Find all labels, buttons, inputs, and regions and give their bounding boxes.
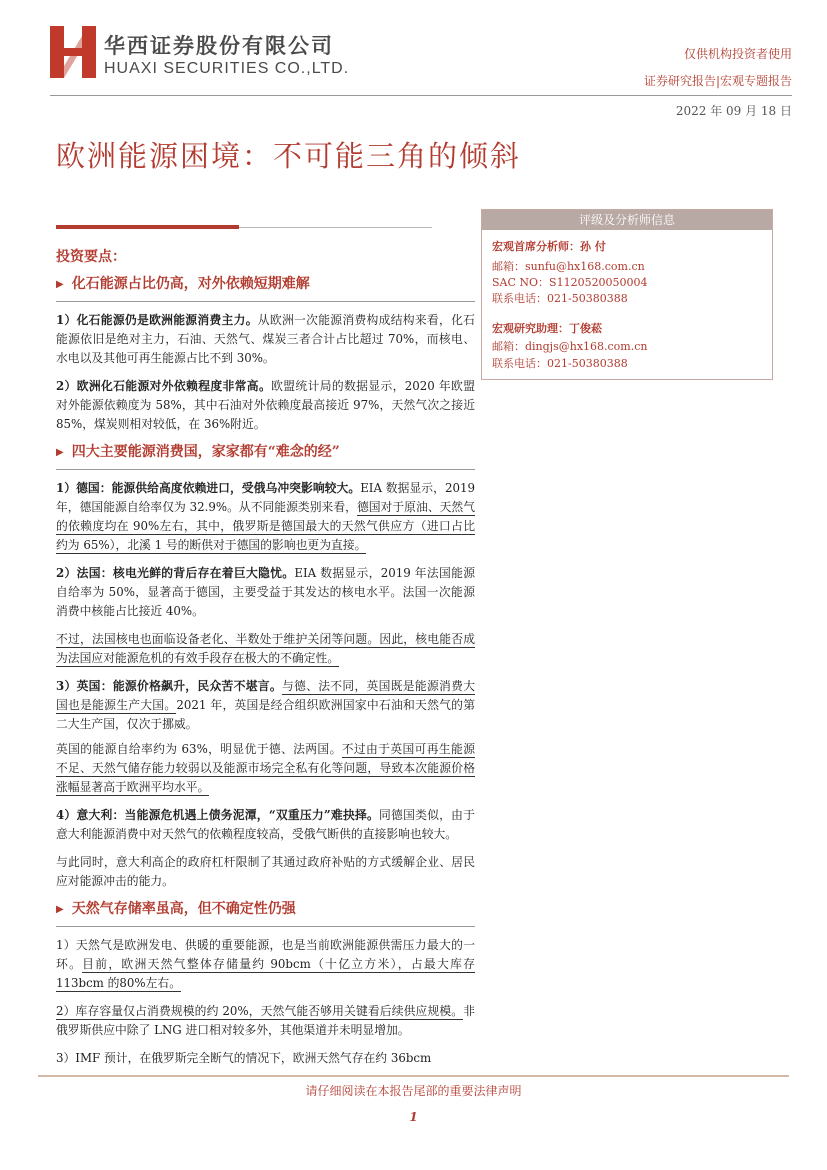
lead-sentence: 4）意大利：当能源危机遇上债务泥潭，“双重压力”难抉择。 [56,808,380,822]
lead-sentence: 1）化石能源仍是欧洲能源消费主力。 [56,313,258,327]
section-heading [56,275,475,294]
body-text: EIA 数据显示，2019 年，德国能源自给率仅为 32.9%。从不同能源类别来看， [56,481,475,514]
huaxi-logo-icon [50,26,96,78]
paragraph [56,677,475,734]
body-text: 2021 年，英国是经合组织欧洲国家中石油和天然气的第二大生产国，仅次于挪威。 [56,698,475,731]
lead-sentence: 1）德国：能源供给高度依赖进口，受俄乌冲突影响较大。 [56,481,361,495]
company-name-en: HUAXI SECURITIES CO.,LTD. [104,60,350,77]
chief-analyst-sac: SAC NO：S1120520050004 [492,276,648,289]
body-text: 同德国类似，由于意大利能源消费中对天然气的依赖程度较高，受俄气断供的直接影响也较大。 [56,808,475,841]
triangle-bullet-icon: ▶ [56,904,64,915]
paragraph [56,311,475,368]
underlined-text: 与德、法不同，英国既是能源消费大国也是能源生产大国。 [56,679,475,712]
body-text: EIA 数据显示，2019 年法国能源自给率为 50%，显著高于德国，主要受益于其发达的核电水平。法国一次能源消费中核能占比接近 40%。 [56,566,475,618]
section-heading [56,443,475,462]
research-assistant [492,320,602,336]
section-heading [56,900,475,919]
paragraph [56,1002,475,1040]
assistant-phone: 联系电话：021-50380388 [492,357,628,370]
body-text: 从欧洲一次能源消费构成结构来看，化石能源依旧是绝对主力，石油、天然气、煤炭三者合计占比超过 70%，而核电、水电以及其他可再生能源占比不到 30%。 [56,313,475,365]
chief-analyst-phone: 联系电话：021-50380388 [492,292,628,305]
section-divider [56,301,475,302]
paragraph [56,853,475,891]
section-divider [56,926,475,927]
lead-sentence: 2）法国：核电光鲜的背后存在着巨大隐忧。 [56,566,295,580]
body-text: 欧盟统计局的数据显示，2020 年欧盟对外能源依赖度为 58%，其中石油对外依赖度最高接近 97%，天然气次之接近 85%，煤炭则相对较低，在 36%附近。 [56,379,475,431]
paragraph [56,936,475,993]
section-divider [56,469,475,470]
analyst-info-box [481,209,773,380]
underlined-text: 2）库存容量仅占消费规模的约 20%，天然气能否够用关键看后续供应规模。 [56,1004,464,1018]
key-points-heading: 投资要点： [56,249,126,265]
body-text: 1）天然气是欧洲发电、供暖的重要能源，也是当前欧洲能源供需压力最大的一环。 [56,938,475,971]
paragraph [56,479,475,555]
underlined-text: 不过由于英国可再生能源不足、天然气储存能力较弱以及能源市场完全私有化等问题，导致本次能源价格涨幅显著高于欧洲平均水平。 [56,742,475,794]
chief-analyst [492,238,606,254]
section-title: 四大主要能源消费国，家家都有“难念的经” [71,444,340,460]
assistant-email[interactable]: 邮箱：dingjs@hx168.com.cn [492,340,648,353]
analyst-box-heading: 评级及分析师信息 [482,210,772,230]
section-title: 化石能源占比仍高，对外依赖短期难解 [71,276,310,292]
chief-analyst-email[interactable]: 邮箱：sunfu@hx168.com.cn [492,260,645,273]
underlined-text: 不过，法国核电也面临设备老化、半数处于维护关闭等问题。因此，核电能否成为法国应对能源危机的有效手段存在极大的不确定性。 [56,632,475,665]
section-title: 天然气存储率虽高，但不确定性仍强 [71,901,296,917]
body-text: 3）IMF 预计，在俄罗斯完全断气的情况下，欧洲天然气存在约 36bcm [56,1051,432,1065]
report-type: 证券研究报告|宏观专题报告 [643,74,792,88]
header-divider [50,95,792,96]
triangle-bullet-icon: ▶ [56,279,64,290]
triangle-bullet-icon: ▶ [56,447,64,458]
audience-note: 仅供机构投资者使用 [683,47,792,61]
underlined-text: 德国对于原油、天然气的依赖度均在 90%左右，其中，俄罗斯是德国最大的天然气供应方（进口占比约为 65%），北溪 1 号的断供对于德国的影响也更为直接。 [56,500,475,552]
lead-sentence: 2）欧洲化石能源对外依赖程度非常高。 [56,379,272,393]
paragraph [56,377,475,434]
body-text: 英国的能源自给率约为 63%，明显优于德、法两国。 [56,742,342,756]
paragraph [56,630,475,668]
assistant-name: 丁俊菘 [569,322,602,335]
footer-divider [38,1075,789,1077]
chief-analyst-role: 宏观首席分析师： [492,240,580,253]
report-title: 欧洲能源困境：不可能三角的倾斜 [56,139,522,173]
paragraph [56,1049,475,1068]
paragraph [56,806,475,844]
key-points-column [56,248,475,1077]
report-date: 2022 年 09 月 18 日 [675,104,792,118]
assistant-role: 宏观研究助理： [492,322,569,335]
title-divider-accent [56,225,239,229]
paragraph [56,564,475,621]
legal-disclaimer-note: 请仔细阅读在本报告尾部的重要法律声明 [305,1084,522,1098]
chief-analyst-name: 孙 付 [580,240,606,253]
page-number: 1 [409,1110,418,1124]
paragraph [56,740,475,797]
company-name-cn: 华西证券股份有限公司 [104,34,334,58]
body-text: 非俄罗斯供应中除了 LNG 进口相对较多外，其他渠道并未明显增加。 [56,1004,475,1037]
lead-sentence: 3）英国：能源价格飙升，民众苦不堪言。 [56,679,282,693]
body-text: 与此同时，意大利高企的政府杠杆限制了其通过政府补贴的方式缓解企业、居民应对能源冲击的能力。 [56,855,475,888]
underlined-text: 目前，欧洲天然气整体存储量约 90bcm（十亿立方米），占最大库存113bcm 的80%左右。 [56,957,475,990]
title-divider-line [239,227,432,228]
